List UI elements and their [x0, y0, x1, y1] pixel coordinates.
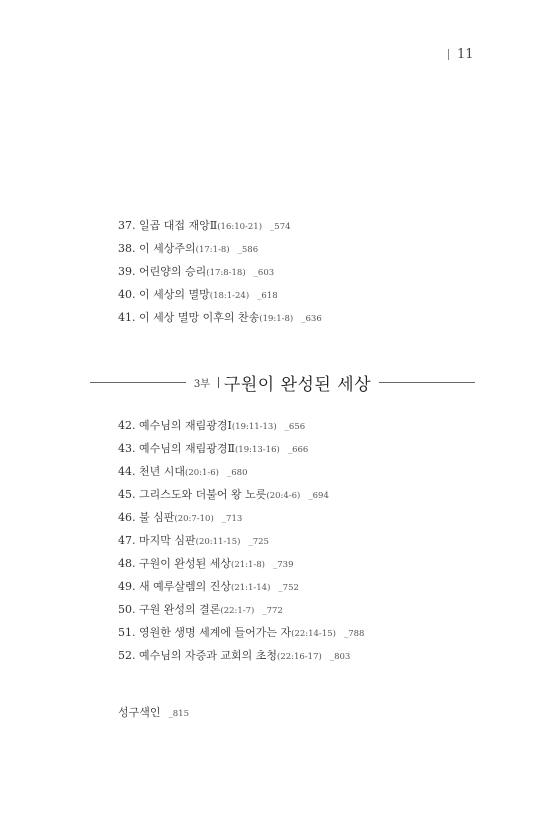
- toc-entry-page: _636: [301, 314, 322, 324]
- heading-rule-right: [379, 382, 475, 383]
- toc-entry-title: 50. 구원 완성의 결론: [118, 603, 221, 616]
- toc-entry-ref: (20:4-6): [266, 491, 301, 501]
- toc-entry-title: 39. 어린양의 승리: [118, 265, 207, 278]
- heading-rule-left: [90, 382, 186, 383]
- toc-entry-ref: (19:1-8): [259, 314, 294, 324]
- toc-entry-ref: (18:1-24): [209, 291, 250, 301]
- toc-entry-title: 40. 이 세상의 멸망: [118, 288, 210, 301]
- page-number-text: 11: [457, 47, 474, 62]
- toc-entry-ref: (19:13-16): [234, 445, 280, 455]
- toc-entry-page: _574: [270, 222, 291, 232]
- toc-entry-title: 42. 예수님의 재림광경Ⅰ: [118, 419, 232, 432]
- toc-entry-ref: (19:11-13): [231, 422, 277, 432]
- toc-entry-ref: (20:7-10): [174, 514, 214, 524]
- part-heading: [90, 370, 475, 395]
- toc-entry-ref: (22:1-7): [220, 606, 255, 616]
- toc-entry-page: _656: [284, 422, 306, 432]
- toc-entry[interactable]: [118, 529, 364, 552]
- toc-entry[interactable]: [118, 506, 364, 529]
- toc-entry[interactable]: [118, 575, 364, 598]
- toc-entry-page: _680: [227, 468, 248, 478]
- toc-entry-title: 47. 마지막 심판: [118, 534, 196, 547]
- toc-entry-page: _694: [308, 491, 329, 501]
- toc-entry-title: 48. 구원이 완성된 세상: [118, 557, 231, 570]
- toc-entry[interactable]: [118, 460, 364, 483]
- toc-entry[interactable]: [118, 214, 322, 237]
- toc-entry-title: 41. 이 세상 멸망 이후의 찬송: [118, 311, 260, 324]
- part-label: 3부: [193, 379, 210, 390]
- toc-entry-title: 43. 예수님의 재림광경Ⅱ: [118, 442, 235, 455]
- toc-entry-ref: (22:14-15): [291, 629, 336, 639]
- index-entry[interactable]: [118, 704, 189, 720]
- page-number: [448, 47, 474, 62]
- toc-list-part3: [118, 414, 364, 667]
- toc-entry[interactable]: [118, 437, 364, 460]
- toc-entry-page: _713: [221, 514, 243, 524]
- toc-entry[interactable]: [118, 552, 364, 575]
- toc-list-part2: [118, 214, 322, 329]
- toc-entry-ref: (16:10-21): [217, 222, 263, 232]
- toc-entry-page: _788: [343, 629, 365, 639]
- toc-entry-title: 45. 그리스도와 더불어 왕 노릇: [118, 488, 267, 501]
- part-divider: [218, 377, 219, 388]
- toc-entry-page: _752: [278, 583, 299, 593]
- toc-entry[interactable]: [118, 237, 322, 260]
- page-number-divider: [448, 49, 449, 60]
- index-title: 성구색인: [118, 706, 161, 719]
- toc-entry-page: _772: [262, 606, 283, 616]
- toc-entry[interactable]: [118, 598, 364, 621]
- toc-entry-ref: (17:1-8): [195, 245, 230, 255]
- toc-entry-page: _725: [248, 537, 269, 547]
- toc-entry-ref: (17:8-18): [206, 268, 246, 278]
- toc-entry-title: 49. 새 예루살렘의 진상: [118, 580, 231, 593]
- toc-entry-page: _618: [257, 291, 278, 301]
- toc-entry-ref: (21:1-8): [231, 560, 265, 570]
- toc-entry-title: 46. 불 심판: [118, 511, 175, 524]
- toc-entry[interactable]: [118, 283, 322, 306]
- toc-entry-page: _603: [253, 268, 275, 278]
- toc-entry[interactable]: [118, 306, 322, 329]
- toc-entry-page: _803: [329, 652, 351, 662]
- toc-entry[interactable]: [118, 483, 364, 506]
- toc-entry-ref: (20:11-15): [195, 537, 241, 547]
- toc-entry[interactable]: [118, 621, 364, 644]
- toc-entry-title: 44. 천년 시대: [118, 465, 185, 478]
- toc-entry-page: _739: [273, 560, 294, 570]
- part-title: 구원이 완성된 세상: [223, 375, 372, 395]
- toc-entry-page: _586: [237, 245, 259, 255]
- toc-entry-title: 38. 이 세상주의: [118, 242, 196, 255]
- toc-entry[interactable]: [118, 644, 364, 667]
- toc-entry-ref: (22:16-17): [277, 652, 322, 662]
- index-page: _815: [168, 709, 189, 719]
- toc-entry-title: 37. 일곱 대접 재앙Ⅱ: [118, 219, 218, 232]
- toc-entry[interactable]: [118, 414, 364, 437]
- toc-entry-title: 51. 영원한 생명 세계에 들어가는 자: [118, 626, 292, 639]
- toc-entry-page: _666: [287, 445, 309, 455]
- toc-entry[interactable]: [118, 260, 322, 283]
- toc-entry-ref: (20:1-6): [185, 468, 219, 478]
- toc-entry-ref: (21:1-14): [231, 583, 271, 593]
- toc-entry-title: 52. 예수님의 자증과 교회의 초청: [118, 649, 277, 662]
